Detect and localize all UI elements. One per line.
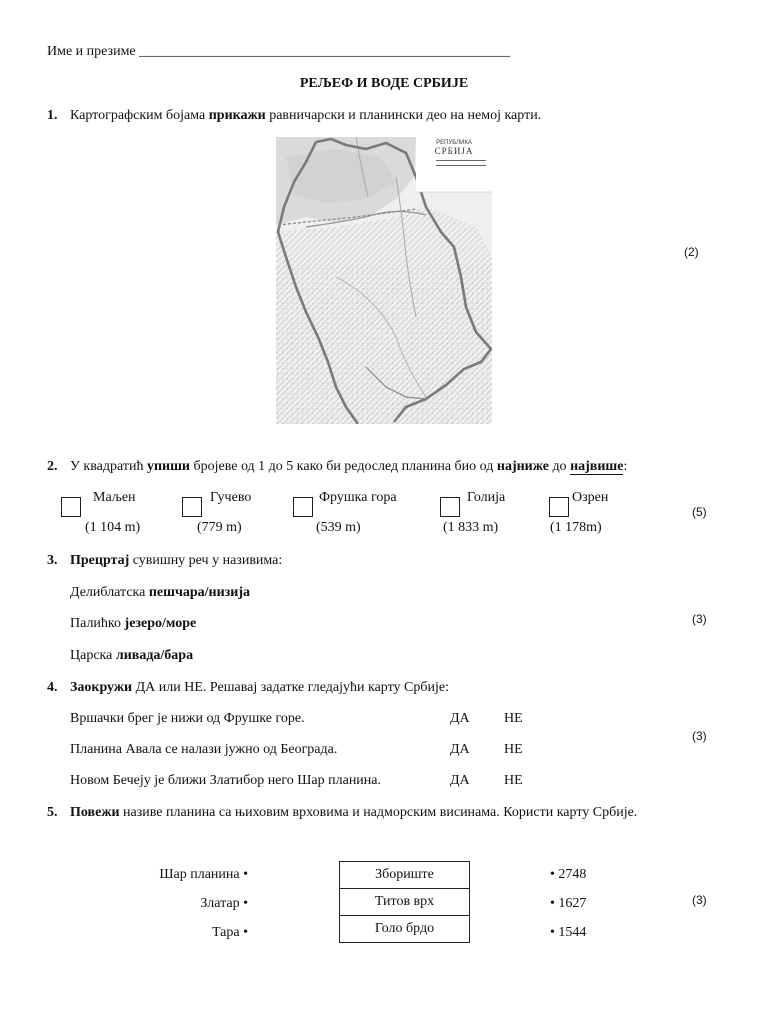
q2-text: У квадратић упиши бројеве од 1 до 5 како би редослед планина био од најниже до највише: <box>70 459 628 474</box>
mountain-name: Маљен <box>93 490 136 505</box>
answer-no[interactable]: НЕ <box>504 742 523 757</box>
mountain-name: Гучево <box>210 490 252 505</box>
q3-item[interactable]: Царска ливада/бара <box>70 648 194 663</box>
mountain-height: (1 104 m) <box>85 520 141 535</box>
q5-points: (3) <box>692 893 707 907</box>
match-peak[interactable]: Титов врх <box>339 888 470 916</box>
rank-box-gucevo[interactable] <box>182 497 202 517</box>
q4-statement: Новом Бечеју је ближи Златибор него Шар планина. <box>70 773 382 788</box>
q1-text: Картографским бојама прикажи равничарски и планински део на немој карти. <box>70 108 542 123</box>
serbia-map-drawing <box>276 137 492 424</box>
q5-number: 5. <box>47 805 58 820</box>
match-mountain[interactable]: Шар планина • <box>159 867 248 882</box>
q4-number: 4. <box>47 680 58 695</box>
map-inset-title: СРБИЈА <box>434 146 474 156</box>
match-mountain[interactable]: Златар • <box>200 896 248 911</box>
map-scale-bar <box>436 160 486 166</box>
rank-box-fruska-gora[interactable] <box>293 497 313 517</box>
q2-points: (5) <box>692 505 707 519</box>
match-height[interactable]: • 2748 <box>550 867 587 882</box>
q3-text: Прецртај сувишну реч у називима: <box>70 553 283 568</box>
q4-points: (3) <box>692 729 707 743</box>
page-title: РЕЉЕФ И ВОДЕ СРБИЈЕ <box>299 76 469 91</box>
rank-box-maljen[interactable] <box>61 497 81 517</box>
map-inset-subtitle: РЕПУБЛИКА <box>436 140 472 146</box>
name-label: Име и презиме <box>47 44 140 59</box>
q3-number: 3. <box>47 553 58 568</box>
answer-yes[interactable]: ДА <box>450 773 470 788</box>
q4-statement: Вршачки брег је нижи од Фрушке горе. <box>70 711 305 726</box>
answer-no[interactable]: НЕ <box>504 711 523 726</box>
match-peak[interactable]: Збориште <box>339 861 470 889</box>
q2-number: 2. <box>47 459 58 474</box>
answer-yes[interactable]: ДА <box>450 742 470 757</box>
mountain-height: (1 833 m) <box>443 520 499 535</box>
answer-yes[interactable]: ДА <box>450 711 470 726</box>
match-mountain[interactable]: Тара • <box>211 925 248 940</box>
mountain-name: Голија <box>467 490 506 505</box>
q1-points: (2) <box>684 245 699 259</box>
mountain-name: Озрен <box>572 490 609 505</box>
q4-statement: Планина Авала се налази јужно од Београда. <box>70 742 338 757</box>
rank-box-golija[interactable] <box>440 497 460 517</box>
name-line[interactable]: _____________________________________________________ <box>139 44 511 59</box>
q3-item[interactable]: Делиблатска пешчара/низија <box>70 585 251 600</box>
q1-number: 1. <box>47 108 58 123</box>
match-peak[interactable]: Голо брдо <box>339 915 470 943</box>
mountain-height: (779 m) <box>197 520 242 535</box>
serbia-map <box>276 137 492 424</box>
q3-points: (3) <box>692 612 707 626</box>
match-height[interactable]: • 1627 <box>550 896 587 911</box>
name-field-row <box>47 44 510 60</box>
q4-text: Заокружи ДА или НЕ. Решавај задатке гледајући карту Србије: <box>70 680 449 695</box>
rank-box-ozren[interactable] <box>549 497 569 517</box>
mountain-name: Фрушка гора <box>319 490 397 505</box>
answer-no[interactable]: НЕ <box>504 773 523 788</box>
match-height[interactable]: • 1544 <box>550 925 587 940</box>
mountain-height: (1 178m) <box>550 520 602 535</box>
q5-text: Повежи називе планина са њиховим врховима и надморским висинама. Користи карту Србије. <box>70 805 638 820</box>
mountain-height: (539 m) <box>316 520 361 535</box>
q3-item[interactable]: Палићко језеро/море <box>70 616 197 631</box>
